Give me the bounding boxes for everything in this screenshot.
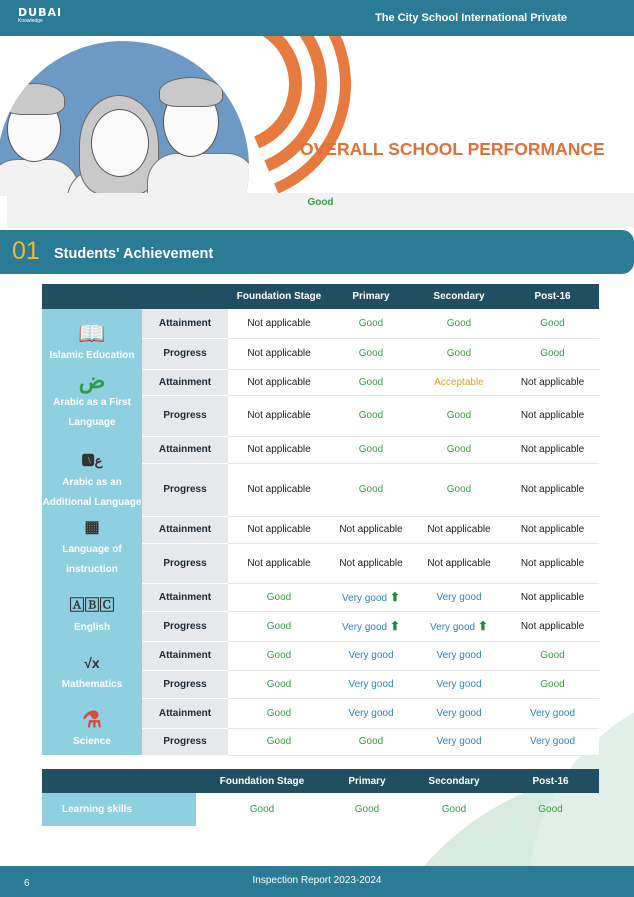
achievement-table (42, 284, 599, 756)
subject-name: Language of instruction (62, 544, 122, 575)
rating-cell: Very good (412, 583, 506, 611)
rating-cell: Very good (506, 728, 599, 755)
rating-cell-improved (412, 611, 506, 641)
aspect-label: Attainment (142, 309, 228, 338)
overall-rating-band (7, 193, 634, 228)
rating-text: Very good (430, 622, 476, 633)
column-header (42, 769, 196, 793)
dubai-logo (18, 7, 62, 25)
column-header (42, 284, 142, 309)
rating-cell: Good (228, 728, 330, 755)
rating-cell: Good (330, 463, 412, 516)
subject-cell (42, 583, 142, 641)
rating-cell: Good (228, 670, 330, 698)
rating-cell: Not applicable (228, 543, 330, 583)
aspect-label: Progress (142, 543, 228, 583)
rating-cell: Good (228, 583, 330, 611)
aspect-label: Progress (142, 463, 228, 516)
rating-cell: Not applicable (412, 543, 506, 583)
rating-cell: Good (354, 804, 380, 815)
rating-cell: Not applicable (228, 369, 330, 395)
learning-skills-label: Learning skills (42, 793, 196, 826)
column-header: Primary (328, 769, 406, 793)
rating-cell: Not applicable (228, 309, 330, 338)
up-arrow-icon: ⬆ (389, 619, 400, 633)
aspect-label: Attainment (142, 516, 228, 543)
aspect-label: Progress (142, 611, 228, 641)
hero-banner (0, 36, 634, 196)
rating-cell: Not applicable (228, 436, 330, 463)
subject-cell (42, 309, 142, 369)
school-name: The City School International Private (375, 12, 567, 24)
column-header: Foundation Stage (196, 769, 328, 793)
rating-cell: Not applicable (330, 543, 412, 583)
math-formula-icon: √x (84, 655, 100, 671)
rating-cell: Good (330, 436, 412, 463)
rating-cell: Not applicable (506, 583, 599, 611)
rating-cell: Not applicable (506, 436, 599, 463)
rating-cell: Not applicable (412, 516, 506, 543)
footer-bar (0, 866, 634, 897)
rating-cell: Good (412, 463, 506, 516)
section-number: 01 (12, 237, 40, 265)
subject-cell (42, 641, 142, 698)
rating-cell: Good (228, 698, 330, 728)
column-header: Foundation Stage (228, 284, 330, 309)
lab-flask-icon: ⚗ (82, 707, 102, 732)
page-number: 6 (24, 878, 30, 889)
rating-cell: Very good (506, 698, 599, 728)
aspect-label: Attainment (142, 641, 228, 670)
rating-cell: Acceptable (412, 369, 506, 395)
column-header: Secondary (412, 284, 506, 309)
table-row (42, 436, 599, 463)
rating-cell: Good (506, 338, 599, 369)
rating-cell: Very good (412, 728, 506, 755)
report-title: Inspection Report 2023-2024 (252, 875, 382, 886)
up-arrow-icon: ⬆ (389, 590, 400, 604)
subject-name: English (73, 622, 111, 633)
rating-text: Very good (342, 622, 388, 633)
rating-cell: Not applicable (228, 338, 330, 369)
rating-cell: Not applicable (506, 611, 599, 641)
rating-cell: Very good (330, 670, 412, 698)
column-header: Post-16 (502, 769, 599, 793)
rating-cell: Not applicable (506, 395, 599, 436)
subject-name: Islamic Education (49, 350, 135, 361)
rating-cell: Good (441, 804, 467, 815)
rating-cell: Good (506, 641, 599, 670)
logo-sub-text: Knowledge (18, 18, 43, 24)
table-row (42, 583, 599, 611)
overall-rating: Good (307, 197, 334, 208)
rating-text: Very good (342, 593, 388, 604)
rating-cell: Good (412, 436, 506, 463)
aspect-label: Progress (142, 338, 228, 369)
arabic-letter-icon: ض (78, 368, 106, 393)
rating-cell: Not applicable (228, 395, 330, 436)
abc-easel-icon: 🄰🄱🄲 (69, 597, 115, 614)
language-blocks-icon: ▦ (84, 519, 100, 536)
rating-cell: Good (330, 309, 412, 338)
up-arrow-icon: ⬆ (477, 619, 488, 633)
rating-cell: Good (330, 338, 412, 369)
rating-cell: Good (330, 369, 412, 395)
table-row (42, 641, 599, 670)
rating-cell: Not applicable (506, 369, 599, 395)
rating-cell: Very good (412, 641, 506, 670)
table-row (42, 516, 599, 543)
page-title: OVERALL SCHOOL PERFORMANCE (300, 139, 605, 159)
rating-cell: Not applicable (506, 543, 599, 583)
subject-name: Arabic as a First Language (53, 397, 131, 428)
table-row (42, 309, 599, 338)
rating-cell: Not applicable (228, 516, 330, 543)
top-bar (0, 0, 634, 36)
aspect-label: Progress (142, 670, 228, 698)
rating-cell-improved (330, 611, 412, 641)
logo-main-text: DUBAI (18, 6, 63, 19)
subject-name: Arabic as an Additional Language (42, 477, 142, 508)
column-header: Primary (330, 284, 412, 309)
rating-cell: Not applicable (330, 516, 412, 543)
quran-book-icon: 📖 (78, 321, 106, 346)
translate-bubbles-icon: 🅰︎ع (81, 453, 103, 468)
column-header (142, 284, 228, 309)
table-row (42, 793, 599, 826)
rating-cell: Good (249, 804, 275, 815)
rating-cell: Very good (412, 698, 506, 728)
column-header: Secondary (406, 769, 502, 793)
aspect-label: Progress (142, 395, 228, 436)
rating-cell: Good (506, 670, 599, 698)
subject-cell (42, 436, 142, 516)
rating-cell: Good (228, 611, 330, 641)
rating-cell: Good (412, 309, 506, 338)
rating-cell: Not applicable (506, 516, 599, 543)
aspect-label: Attainment (142, 369, 228, 395)
table-row (42, 698, 599, 728)
rating-cell: Good (412, 395, 506, 436)
table-row (42, 369, 599, 395)
aspect-label: Attainment (142, 583, 228, 611)
rating-cell: Very good (412, 670, 506, 698)
rating-cell: Not applicable (228, 463, 330, 516)
section-header (0, 230, 634, 274)
section-title: Students' Achievement (54, 246, 214, 262)
subject-cell (42, 369, 142, 436)
aspect-label: Progress (142, 728, 228, 755)
aspect-label: Attainment (142, 698, 228, 728)
aspect-label: Attainment (142, 436, 228, 463)
rating-cell: Good (506, 309, 599, 338)
rating-cell-improved (330, 583, 412, 611)
subject-cell (42, 698, 142, 755)
rating-cell: Good (330, 728, 412, 755)
subject-name: Science (73, 736, 111, 747)
subject-cell (42, 516, 142, 583)
column-header: Post-16 (506, 284, 599, 309)
learning-skills-table (42, 769, 599, 826)
table-header-row (42, 284, 599, 309)
rating-cell: Good (330, 395, 412, 436)
subject-name: Mathematics (61, 679, 123, 690)
rating-cell: Good (538, 804, 563, 815)
table-header-row (42, 769, 599, 793)
rating-cell: Good (228, 641, 330, 670)
rating-cell: Very good (330, 698, 412, 728)
rating-cell: Good (412, 338, 506, 369)
rating-cell: Not applicable (506, 463, 599, 516)
rating-cell: Very good (330, 641, 412, 670)
